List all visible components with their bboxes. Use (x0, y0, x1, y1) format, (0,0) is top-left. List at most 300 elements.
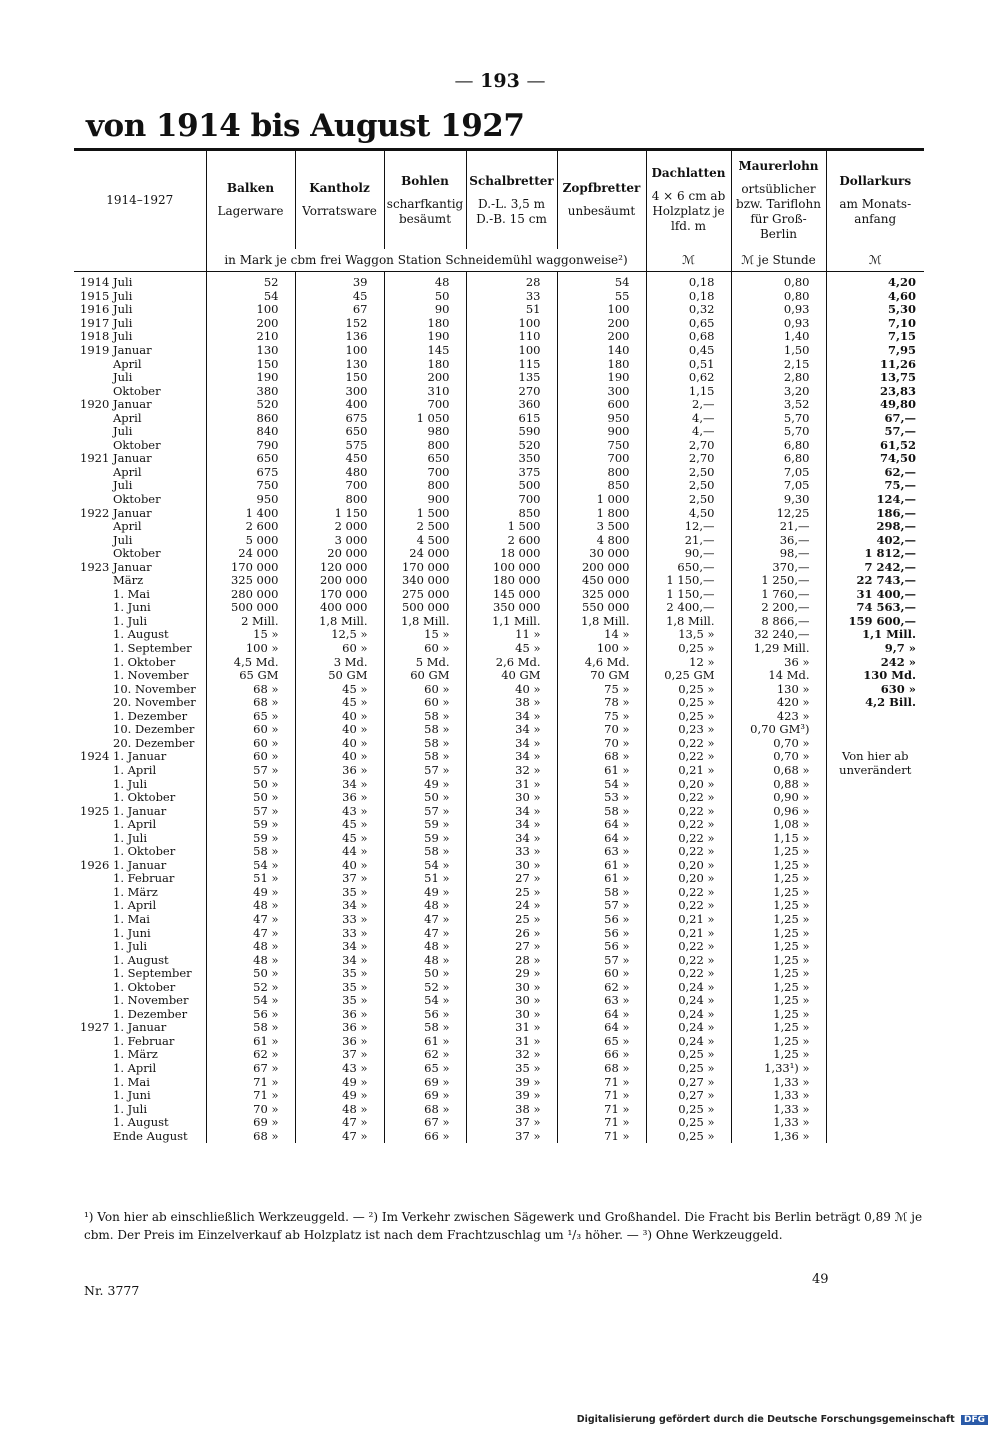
cell-d: 13,5 » (646, 628, 731, 642)
cell-m: 9,30 (731, 493, 826, 507)
cell-k: 36 » (295, 791, 384, 805)
table-row (74, 1129, 924, 1143)
cell-b: 54 » (206, 994, 295, 1008)
cell-k: 40 » (295, 710, 384, 724)
unit-dollar: ℳ (826, 249, 924, 272)
cell-m: 1,25 » (731, 967, 826, 981)
cell-d: 0,20 » (646, 859, 731, 873)
cell-z: 66 » (557, 1048, 646, 1062)
cell-d: 0,27 » (646, 1089, 731, 1103)
cell-k: 37 » (295, 1048, 384, 1062)
row-year: 1923 (80, 560, 110, 574)
cell-z: 71 » (557, 1102, 646, 1116)
cell-b: 71 » (206, 1089, 295, 1103)
cell-dk (826, 899, 924, 913)
table-row (74, 764, 924, 778)
cell-s: 34 » (466, 818, 557, 832)
cell-bo: 49 » (384, 886, 466, 900)
cell-m: 1,33 » (731, 1089, 826, 1103)
cell-dk: 75,— (826, 479, 924, 493)
row-date (74, 642, 206, 656)
cell-dk (826, 1021, 924, 1035)
cell-k: 2 000 (295, 520, 384, 534)
cell-b: 62 » (206, 1048, 295, 1062)
cell-k: 33 » (295, 913, 384, 927)
cell-s: 700 (466, 493, 557, 507)
table-row (74, 710, 924, 724)
row-date-label: 1. Juli (113, 939, 148, 954)
table-row (74, 737, 924, 751)
cell-z: 63 » (557, 845, 646, 859)
cell-k: 675 (295, 411, 384, 425)
cell-dk (826, 940, 924, 954)
cell-k: 50 GM (295, 669, 384, 683)
cell-s: 30 » (466, 859, 557, 873)
cell-z: 58 » (557, 804, 646, 818)
table-row (74, 371, 924, 385)
row-date (74, 818, 206, 832)
cell-bo: 58 » (384, 1021, 466, 1035)
cell-m: 0,93 (731, 317, 826, 331)
cell-s: 31 » (466, 1035, 557, 1049)
cell-s: 850 (466, 506, 557, 520)
cell-k: 45 (295, 290, 384, 304)
cell-bo: 49 » (384, 777, 466, 791)
row-date-label: April (113, 519, 142, 534)
row-date-label: Juli (113, 533, 133, 547)
row-date (74, 493, 206, 507)
row-date-label: 1. Februar (113, 872, 175, 886)
footnotes: ¹) Von hier ab einschließlich Werkzeuggeld. — ²) Im Verkehr zwischen Sägewerk und Großhandel. Die Fracht bis Berlin beträgt 0,89 ℳ je cbm. Der Preis im Einzelverkauf ab Holzplatz ist nach dem Frachtzuschlag um ¹/₃ höher. — ³) Ohne Werkzeuggeld. (84, 1210, 923, 1242)
cell-s: 38 » (466, 1102, 557, 1116)
cell-s: 38 » (466, 696, 557, 710)
cell-s: 135 (466, 371, 557, 385)
row-date-label: Juli (113, 275, 133, 290)
cell-d: 0,21 » (646, 926, 731, 940)
cell-b: 68 » (206, 696, 295, 710)
table-row (74, 615, 924, 629)
cell-d: 12 » (646, 655, 731, 669)
row-date-label: Juli (113, 479, 133, 493)
cell-b: 56 » (206, 1008, 295, 1022)
cell-b: 57 » (206, 804, 295, 818)
unit-maurerlohn: ℳ je Stunde (731, 249, 826, 272)
cell-b: 50 » (206, 777, 295, 791)
cell-b: 280 000 (206, 588, 295, 602)
cell-bo: 145 (384, 344, 466, 358)
cell-k: 400 000 (295, 601, 384, 615)
cell-z: 140 (557, 344, 646, 358)
cell-m: 0,70 GM³) (731, 723, 826, 737)
cell-bo: 59 » (384, 818, 466, 832)
cell-d: 0,45 (646, 344, 731, 358)
table-row (74, 1062, 924, 1076)
cell-dk (826, 791, 924, 805)
cell-b: 65 GM (206, 669, 295, 683)
row-date (74, 1035, 206, 1049)
table-row (74, 940, 924, 954)
cell-s: 33 (466, 290, 557, 304)
cell-m: 1,25 » (731, 953, 826, 967)
cell-b: 49 » (206, 886, 295, 900)
cell-z: 65 » (557, 1035, 646, 1049)
cell-z: 54 » (557, 777, 646, 791)
cell-z: 75 » (557, 682, 646, 696)
cell-s: 34 » (466, 831, 557, 845)
cell-bo: 47 » (384, 926, 466, 940)
table-row (74, 439, 924, 453)
cell-k: 120 000 (295, 560, 384, 574)
row-date-label: Oktober (113, 438, 161, 452)
cell-d: 0,51 (646, 357, 731, 371)
cell-bo: 180 (384, 317, 466, 331)
cell-d: 0,18 (646, 272, 731, 290)
cell-dk: 1 812,— (826, 547, 924, 561)
row-date (74, 655, 206, 669)
cell-bo: 56 » (384, 1008, 466, 1022)
row-date-label: 1. Dezember (113, 709, 188, 723)
cell-b: 790 (206, 439, 295, 453)
cell-m: 2,15 (731, 357, 826, 371)
table-row (74, 272, 924, 290)
cell-m: 1,25 » (731, 845, 826, 859)
cell-s: 270 (466, 384, 557, 398)
row-date (74, 439, 206, 453)
row-date (74, 967, 206, 981)
cell-z: 71 » (557, 1129, 646, 1143)
cell-k: 40 » (295, 737, 384, 751)
cell-bo: 800 (384, 479, 466, 493)
row-date-label: Juli (113, 289, 133, 303)
header-bohlen: Bohlen scharfkantig besäumt (384, 150, 466, 250)
row-year: 1926 (80, 858, 110, 872)
cell-dk: Von hier ab (826, 750, 924, 764)
cell-b: 4,5 Md. (206, 655, 295, 669)
cell-z: 100 (557, 303, 646, 317)
cell-b: 60 » (206, 723, 295, 737)
cell-z: 850 (557, 479, 646, 493)
cell-dk (826, 1089, 924, 1103)
cell-bo: 15 » (384, 628, 466, 642)
table-row (74, 669, 924, 683)
cell-s: 115 (466, 357, 557, 371)
cell-bo: 62 » (384, 1048, 466, 1062)
cell-d: 0,22 » (646, 831, 731, 845)
table-row (74, 967, 924, 981)
table-row (74, 452, 924, 466)
cell-bo: 48 » (384, 940, 466, 954)
row-date (74, 791, 206, 805)
table-row (74, 560, 924, 574)
cell-s: 18 000 (466, 547, 557, 561)
cell-b: 54 » (206, 859, 295, 873)
cell-m: 1,33 » (731, 1102, 826, 1116)
cell-k: 47 » (295, 1116, 384, 1130)
cell-d: 2,50 (646, 493, 731, 507)
cell-bo: 67 » (384, 1116, 466, 1130)
cell-z: 78 » (557, 696, 646, 710)
cell-s: 110 (466, 330, 557, 344)
cell-s: 28 » (466, 953, 557, 967)
cell-d: 0,22 » (646, 791, 731, 805)
cell-d: 2,— (646, 398, 731, 412)
cell-z: 56 » (557, 926, 646, 940)
cell-dk (826, 710, 924, 724)
row-date (74, 588, 206, 602)
cell-b: 650 (206, 452, 295, 466)
cell-d: 0,22 » (646, 953, 731, 967)
table-row (74, 886, 924, 900)
cell-d: 0,25 » (646, 1102, 731, 1116)
cell-k: 49 » (295, 1089, 384, 1103)
cell-k: 1,8 Mill. (295, 615, 384, 629)
cell-z: 56 » (557, 913, 646, 927)
cell-d: 21,— (646, 533, 731, 547)
cell-m: 7,05 (731, 479, 826, 493)
cell-z: 750 (557, 439, 646, 453)
cell-s: 2 600 (466, 533, 557, 547)
cell-bo: 48 » (384, 899, 466, 913)
cell-b: 59 » (206, 818, 295, 832)
table-row (74, 899, 924, 913)
cell-s: 35 » (466, 1062, 557, 1076)
cell-s: 30 » (466, 1008, 557, 1022)
dfg-logo: DFG (961, 1415, 988, 1425)
cell-z: 64 » (557, 1008, 646, 1022)
cell-d: 0,25 » (646, 1116, 731, 1130)
cell-d: 0,23 » (646, 723, 731, 737)
cell-z: 64 » (557, 1021, 646, 1035)
cell-bo: 60 » (384, 642, 466, 656)
cell-b: 71 » (206, 1075, 295, 1089)
cell-bo: 54 » (384, 859, 466, 873)
cell-d: 0,22 » (646, 886, 731, 900)
cell-k: 34 » (295, 940, 384, 954)
cell-b: 48 » (206, 953, 295, 967)
digitization-text: Digitalisierung gefördert durch die Deutsche Forschungsgemeinschaft (576, 1414, 955, 1425)
cell-d: 2,70 (646, 439, 731, 453)
table-row (74, 493, 924, 507)
cell-b: 70 » (206, 1102, 295, 1116)
cell-s: 24 » (466, 899, 557, 913)
cell-bo: 58 » (384, 723, 466, 737)
cell-b: 2 600 (206, 520, 295, 534)
row-date-label: 1. Mai (113, 587, 150, 601)
table-row (74, 520, 924, 534)
cell-k: 35 » (295, 886, 384, 900)
table-row (74, 831, 924, 845)
row-date-label: Juli (113, 425, 133, 439)
cell-dk: 62,— (826, 466, 924, 480)
cell-z: 300 (557, 384, 646, 398)
cell-dk: 23,83 (826, 384, 924, 398)
cell-b: 1 400 (206, 506, 295, 520)
row-date-label: 1. Juli (113, 614, 148, 628)
header-maurerlohn: Maurerlohn ortsüblicher bzw. Tariflohn für Groß-Berlin (731, 150, 826, 250)
cell-z: 62 » (557, 980, 646, 994)
cell-m: 2,80 (731, 371, 826, 385)
cell-s: 37 » (466, 1116, 557, 1130)
cell-bo: 69 » (384, 1075, 466, 1089)
cell-dk (826, 1008, 924, 1022)
cell-b: 210 (206, 330, 295, 344)
row-date (74, 1008, 206, 1022)
cell-k: 3 Md. (295, 655, 384, 669)
cell-d: 1,15 (646, 384, 731, 398)
document-number: Nr. 3777 (84, 1283, 140, 1298)
cell-bo: 48 (384, 272, 466, 290)
cell-k: 43 » (295, 1062, 384, 1076)
cell-d: 0,22 » (646, 845, 731, 859)
row-date (74, 398, 206, 412)
cell-dk: 124,— (826, 493, 924, 507)
cell-b: 2 Mill. (206, 615, 295, 629)
header-kantholz: Kantholz Vorratsware (295, 150, 384, 250)
cell-dk: 22 743,— (826, 574, 924, 588)
cell-d: 0,25 » (646, 1048, 731, 1062)
cell-k: 33 » (295, 926, 384, 940)
cell-z: 70 » (557, 737, 646, 751)
row-date (74, 913, 206, 927)
cell-m: 0,70 » (731, 750, 826, 764)
table-row (74, 303, 924, 317)
cell-d: 0,65 (646, 317, 731, 331)
row-date (74, 615, 206, 629)
cell-k: 36 » (295, 1035, 384, 1049)
cell-bo: 57 » (384, 764, 466, 778)
cell-s: 32 » (466, 764, 557, 778)
table-row (74, 845, 924, 859)
cell-dk: 49,80 (826, 398, 924, 412)
cell-s: 34 » (466, 750, 557, 764)
cell-z: 1 000 (557, 493, 646, 507)
cell-z: 70 GM (557, 669, 646, 683)
cell-m: 32 240,— (731, 628, 826, 642)
cell-bo: 700 (384, 398, 466, 412)
row-date (74, 926, 206, 940)
cell-bo: 47 » (384, 913, 466, 927)
cell-d: 0,27 » (646, 1075, 731, 1089)
unit-empty (74, 249, 206, 272)
cell-dk (826, 953, 924, 967)
cell-m: 14 Md. (731, 669, 826, 683)
cell-bo: 61 » (384, 1035, 466, 1049)
cell-bo: 48 » (384, 953, 466, 967)
cell-b: 5 000 (206, 533, 295, 547)
cell-b: 67 » (206, 1062, 295, 1076)
row-date-label: 1. April (113, 817, 157, 832)
row-date (74, 601, 206, 615)
row-date (74, 411, 206, 425)
cell-s: 30 » (466, 791, 557, 805)
cell-m: 7,05 (731, 466, 826, 480)
cell-dk: 4,2 Bill. (826, 696, 924, 710)
cell-dk (826, 1048, 924, 1062)
cell-k: 36 » (295, 1021, 384, 1035)
row-date-label: Oktober (113, 546, 161, 561)
cell-s: 30 » (466, 980, 557, 994)
cell-m: 423 » (731, 710, 826, 724)
cell-b: 50 » (206, 791, 295, 805)
cell-b: 59 » (206, 831, 295, 845)
cell-m: 1,33¹) » (731, 1062, 826, 1076)
cell-b: 325 000 (206, 574, 295, 588)
cell-m: 0,88 » (731, 777, 826, 791)
table-row (74, 642, 924, 656)
cell-s: 34 » (466, 723, 557, 737)
row-date (74, 845, 206, 859)
cell-z: 61 » (557, 859, 646, 873)
row-year: 1914 (80, 275, 110, 290)
cell-z: 71 » (557, 1075, 646, 1089)
row-date (74, 750, 206, 764)
cell-d: 0,22 » (646, 737, 731, 751)
row-date (74, 466, 206, 480)
header-period: 1914–1927 (74, 150, 206, 250)
table-row (74, 980, 924, 994)
row-date-label: 1. Februar (113, 1034, 175, 1048)
cell-d: 0,62 (646, 371, 731, 385)
cell-dk (826, 818, 924, 832)
cell-b: 24 000 (206, 547, 295, 561)
cell-z: 200 000 (557, 560, 646, 574)
cell-s: 25 » (466, 913, 557, 927)
row-year: 1920 (80, 397, 110, 412)
cell-z: 30 000 (557, 547, 646, 561)
cell-z: 600 (557, 398, 646, 412)
cell-m: 1,25 » (731, 1035, 826, 1049)
row-date (74, 886, 206, 900)
table-row (74, 804, 924, 818)
row-date-label: Ende August (113, 1129, 188, 1143)
row-year: 1925 (80, 804, 110, 818)
row-date (74, 1129, 206, 1143)
table-row (74, 723, 924, 737)
cell-b: 51 » (206, 872, 295, 886)
cell-k: 34 » (295, 899, 384, 913)
table-row (74, 317, 924, 331)
cell-bo: 51 » (384, 872, 466, 886)
cell-d: 0,22 » (646, 804, 731, 818)
cell-m: 1 250,— (731, 574, 826, 588)
cell-b: 68 » (206, 1129, 295, 1143)
cell-b: 57 » (206, 764, 295, 778)
row-date-label: Juli (113, 316, 133, 330)
cell-m: 8 866,— (731, 615, 826, 629)
table-row (74, 411, 924, 425)
cell-s: 34 » (466, 804, 557, 818)
row-date-label: 10. November (113, 682, 196, 696)
row-date (74, 371, 206, 385)
cell-k: 1 150 (295, 506, 384, 520)
cell-s: 28 (466, 272, 557, 290)
cell-d: 4,50 (646, 506, 731, 520)
cell-b: 380 (206, 384, 295, 398)
cell-dk: 4,60 (826, 290, 924, 304)
cell-z: 200 (557, 330, 646, 344)
cell-z: 14 » (557, 628, 646, 642)
row-date-label: 1. März (113, 885, 158, 899)
cell-d: 0,21 » (646, 764, 731, 778)
cell-d: 0,68 (646, 330, 731, 344)
row-date-label: Oktober (113, 492, 161, 507)
cell-dk (826, 1075, 924, 1089)
cell-k: 700 (295, 479, 384, 493)
cell-k: 48 » (295, 1102, 384, 1116)
cell-m: 3,20 (731, 384, 826, 398)
cell-k: 575 (295, 439, 384, 453)
page-number-value: 193 (480, 70, 520, 92)
